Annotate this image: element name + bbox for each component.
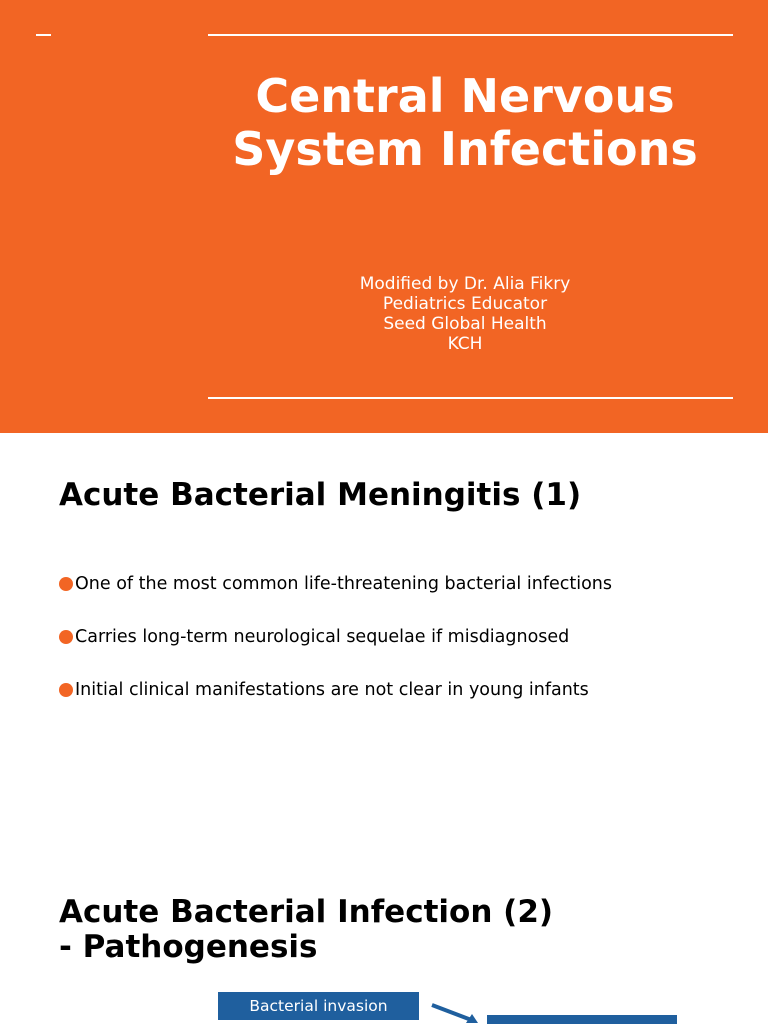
bullet-dot-icon — [59, 577, 73, 591]
list-item — [59, 572, 612, 596]
title-slide — [0, 0, 768, 433]
diagram-box-bacterial-invasion: Bacterial invasion — [218, 992, 419, 1020]
pathogenesis-slide — [0, 863, 768, 1024]
bottom-rule-line — [208, 397, 733, 399]
slide-heading: Acute Bacterial Meningitis (1) — [59, 477, 582, 513]
list-item — [59, 625, 612, 649]
diagram-box-next-step — [487, 1015, 677, 1024]
presentation-subtitle — [200, 274, 730, 354]
diagonal-arrow-icon — [430, 1003, 480, 1024]
subtitle-line-organization: Seed Global Health — [383, 314, 547, 334]
meningitis-slide — [0, 433, 768, 863]
corner-dash-decoration — [36, 34, 51, 36]
presentation-title: Central Nervous System Infections — [232, 69, 698, 176]
subtitle-line-institution: KCH — [447, 334, 483, 354]
bullet-dot-icon — [59, 630, 73, 644]
bullet-text: Initial clinical manifestations are not clear in young infants — [75, 680, 589, 700]
bullet-text: One of the most common life-threatening bacterial infections — [75, 574, 612, 594]
bullet-text: Carries long-term neurological sequelae if misdiagnosed — [75, 627, 570, 647]
bullet-dot-icon — [59, 683, 73, 697]
subtitle-line-author: Modified by Dr. Alia Fikry — [359, 274, 571, 294]
top-rule-line — [208, 34, 733, 36]
bullet-list — [59, 572, 612, 731]
subtitle-line-role: Pediatrics Educator — [382, 294, 548, 314]
slide-heading: Acute Bacterial Infection (2) - Pathogenesis — [59, 894, 554, 965]
list-item — [59, 678, 612, 702]
